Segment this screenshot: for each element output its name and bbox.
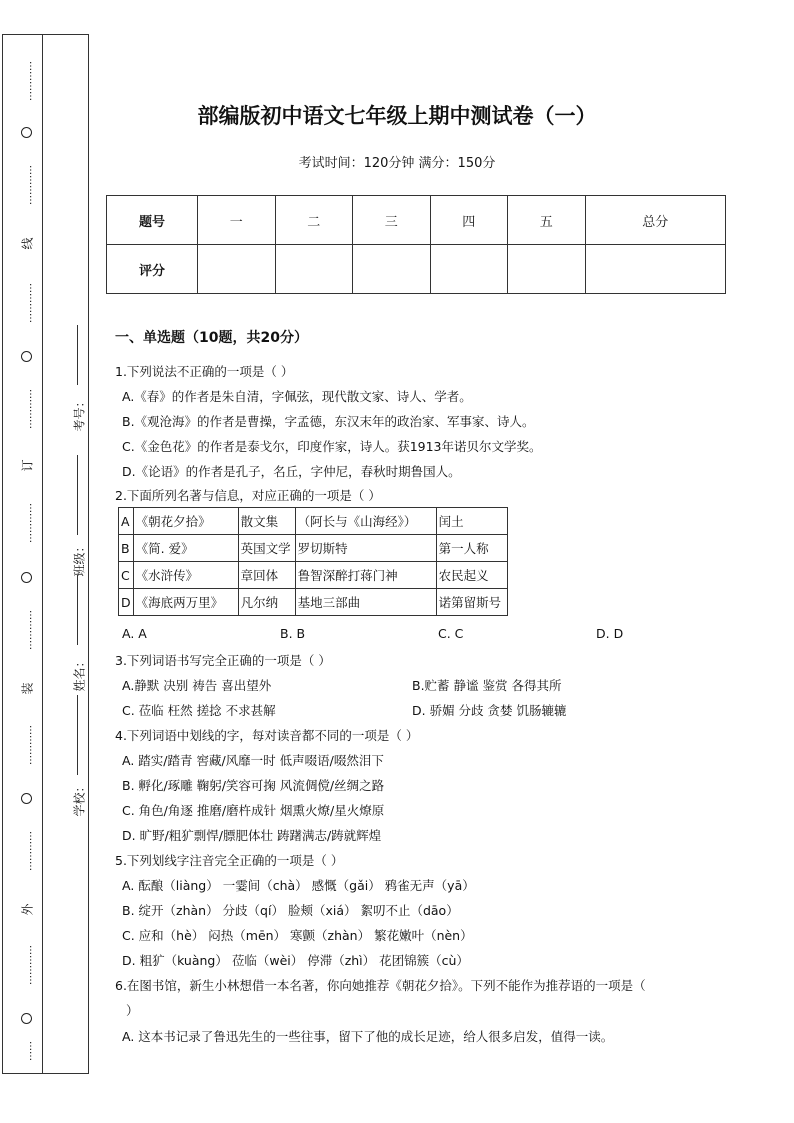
score-header-cell: 五 [508,196,586,245]
score-header-cell: 四 [430,196,508,245]
score-table-header-row [107,196,726,245]
score-header-cell: 题号 [107,196,198,245]
question-5-option-b: B. 绽开（zhàn） 分歧（qí） 脸颊（xiá） 絮叨不止（dāo） [122,903,459,918]
class-field [43,455,89,577]
question-4-option-c: C. 角色/角逐 推磨/磨杵成针 烟熏火燎/星火燎原 [122,803,385,818]
question-1-option-d: D.《论语》的作者是孔子，名丘，字仲尼，春秋时期鲁国人。 [122,464,461,479]
section-heading: 一、单选题（10题，共20分） [115,330,308,346]
question-3-option-c: C. 莅临 枉然 搓捻 不求甚解 [122,703,276,718]
question-4-option-b: B. 孵化/琢雕 鞠躬/笑容可掬 风流倜傥/丝绸之路 [122,778,385,793]
question-2-option-b: B. B [280,626,306,641]
question-1-option-a: A.《春》的作者是朱自清，字佩弦，现代散文家、诗人、学者。 [122,389,472,404]
table-cell: 《简. 爱》 [133,535,238,562]
exam-title: 部编版初中语文七年级上期中测试卷（一） [197,103,597,128]
table-cell: 散文集 [238,508,295,535]
table-row [119,562,508,589]
dotted-line: …… [27,1041,38,1061]
dotted-line: ………… [27,945,38,985]
circle-mark [21,1013,32,1024]
table-cell: 鲁智深醉打蒋门神 [295,562,436,589]
dotted-line: ………… [27,831,38,871]
dotted-line: ………… [27,503,38,543]
score-table-score-row [107,245,726,294]
question-6-option-a: A. 这本书记录了鲁迅先生的一些往事，留下了他的成长足迹，给人很多启发，值得一读。 [122,1029,614,1044]
cut-line [17,35,37,1073]
table-cell: 英国文学 [238,535,295,562]
question-5-stem: 5.下列划线字注音完全正确的一项是（ ） [115,853,344,868]
table-cell: C [119,562,134,589]
score-header-cell: 总分 [585,196,726,245]
exam-number-label: 考号： [72,395,87,432]
question-3-option-d: D. 骄媚 分歧 贪婪 饥肠辘辘 [412,703,567,718]
score-header-cell: 三 [353,196,431,245]
table-cell: 农民起义 [436,562,507,589]
table-cell: 《朝花夕拾》 [133,508,238,535]
question-4-option-d: D. 旷野/粗犷剽悍/膘肥体壮 踌躇满志/踌就辉煌 [122,828,382,843]
question-5-option-d: D. 粗犷（kuàng） 莅临（wèi） 停滞（zhì） 花团锦簇（cù） [122,953,469,968]
fill-line [77,575,78,645]
dotted-line: ………… [27,610,38,650]
question-6-stem: 6.在图书馆，新生小林想借一本名著，你向她推荐《朝花夕拾》。下列不能作为推荐语的一项是（ [115,978,646,993]
dotted-line: ………… [27,61,38,101]
question-5-option-a: A. 酝酿（liàng） 一霎间（chà） 感慨（gǎi） 鸦雀无声（yā） [122,878,475,893]
name-field [43,575,89,692]
table-row [119,508,508,535]
exam-number-field [43,325,89,432]
score-table [106,195,726,294]
question-1-stem: 1.下列说法不正确的一项是（ ） [115,364,294,379]
circle-mark [21,793,32,804]
question-4-stem: 4.下列词语中划线的字，每对读音都不同的一项是（ ） [115,728,419,743]
dotted-line: ………… [27,283,38,323]
question-5-option-c: C. 应和（hè） 闷热（mēn） 寒颤（zhàn） 繁花嫩叶（nèn） [122,928,473,943]
binding-char-ding: 订 [20,459,35,472]
table-cell: 基地三部曲 [295,589,436,616]
student-info-fields [43,35,89,1073]
score-cell[interactable] [275,245,353,294]
question-3-stem: 3.下列词语书写完全正确的一项是（ ） [115,653,331,668]
question-2-stem: 2.下面所列名著与信息，对应正确的一项是（ ） [115,488,381,503]
school-label: 学校： [72,780,87,817]
score-header-cell: 一 [198,196,276,245]
table-cell: 闰土 [436,508,507,535]
fill-line [77,455,78,535]
score-cell[interactable] [508,245,586,294]
table-cell: D [119,589,134,616]
circle-mark [21,351,32,362]
question-2-option-c: C. C [438,626,464,641]
score-cell[interactable] [353,245,431,294]
question-2-table [118,507,508,616]
binding-char-wai: 外 [20,903,35,916]
question-3-option-a: A.静默 决别 祷告 喜出望外 [122,678,272,693]
question-1-option-c: C.《金色花》的作者是泰戈尔，印度作家，诗人。获1913年诺贝尔文学奖。 [122,439,542,454]
binding-char-xian: 线 [20,237,35,250]
question-2-options [122,626,754,641]
table-cell: A [119,508,134,535]
table-row [119,589,508,616]
dotted-line: ………… [27,389,38,429]
question-4-option-a: A. 踏实/踏青 窖藏/风靡一时 低声啜语/啜然泪下 [122,753,384,768]
question-2-option-a: A. A [122,626,147,641]
score-header-cell: 二 [275,196,353,245]
question-6-stem-end: ） [126,1003,139,1018]
score-cell[interactable] [430,245,508,294]
question-3-option-b: B.贮蓄 静谧 鉴赏 各得其所 [412,678,562,693]
question-1-option-b: B.《观沧海》的作者是曹操，字孟德，东汉末年的政治家、军事家、诗人。 [122,414,535,429]
school-field [43,695,89,817]
table-row [119,535,508,562]
fill-line [77,325,78,385]
circle-mark [21,572,32,583]
table-cell: 《水浒传》 [133,562,238,589]
score-row-label: 评分 [107,245,198,294]
score-cell[interactable] [585,245,726,294]
table-cell: 诺第留斯号 [436,589,507,616]
exam-subtitle: 考试时间：120分钟 满分：150分 [298,156,496,171]
fill-line [77,695,78,775]
dotted-line: ………… [27,725,38,765]
question-2-option-d: D. D [596,626,624,641]
table-cell: 凡尔纳 [238,589,295,616]
name-label: 姓名： [72,655,87,692]
table-cell: 章回体 [238,562,295,589]
binding-margin [2,34,89,1074]
table-cell: 《海底两万里》 [133,589,238,616]
dotted-line: ………… [27,165,38,205]
class-label: 班级： [72,540,87,577]
table-cell: 罗切斯特 [295,535,436,562]
binding-char-zhuang: 装 [20,682,35,695]
table-cell: （阿长与《山海经》） [295,508,436,535]
table-cell: 第一人称 [436,535,507,562]
table-cell: B [119,535,134,562]
score-cell[interactable] [198,245,276,294]
